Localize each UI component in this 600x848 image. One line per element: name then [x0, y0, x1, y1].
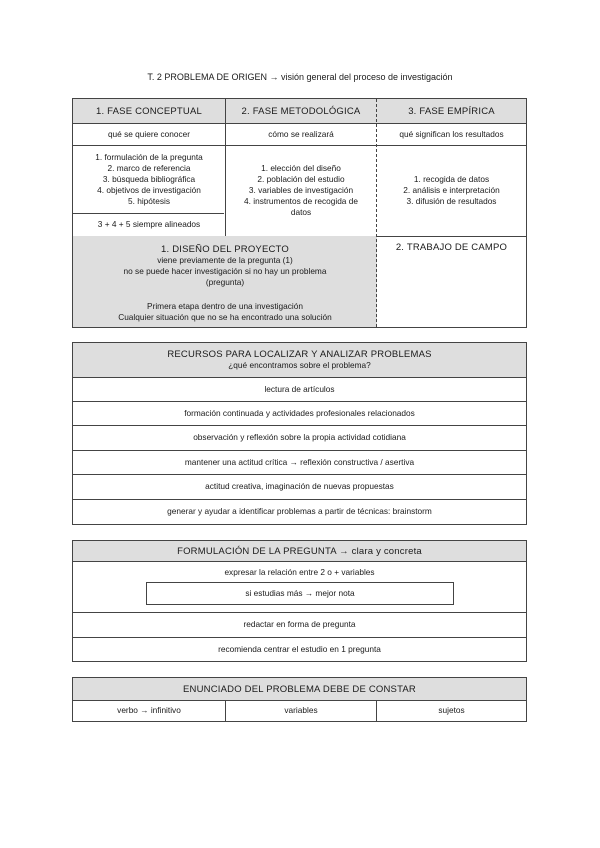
statement-column: variables — [284, 705, 318, 715]
formulation-item: redactar en forma de pregunta — [243, 619, 356, 629]
statement-column: sujetos — [438, 705, 465, 715]
methodological-items — [225, 145, 377, 236]
formulation-relation: expresar la relación entre 2 o + variables — [224, 567, 375, 577]
resource-item: formación continuada y actividades profesionales relacionados — [184, 407, 415, 418]
statement-title: ENUNCIADO DEL PROBLEMA DEBE DE CONSTAR — [73, 678, 526, 700]
empirical-items — [377, 145, 526, 236]
resources-header — [73, 343, 526, 377]
methodological-item: 1. elección del diseño — [261, 163, 341, 173]
methodological-item: 2. población del estudio — [257, 174, 345, 184]
formulation-example: si estudias más → mejor nota — [146, 582, 454, 605]
resource-item: actitud creativa, imaginación de nuevas propuestas — [205, 481, 394, 491]
fieldwork — [377, 236, 526, 327]
empirical-item: 2. análisis e interpretación — [403, 185, 500, 195]
methodological-item: 4. instrumentos de recogida de datos — [244, 196, 358, 217]
conceptual-item: 3. búsqueda bibliográfica — [102, 173, 196, 184]
phases-table — [72, 98, 527, 328]
design-line: viene previamente de la pregunta (1) — [157, 255, 293, 265]
statement-column: verbo → infinitivo — [117, 705, 181, 715]
resources-subtitle: ¿qué encontramos sobre el problema? — [228, 360, 371, 370]
resource-item: mantener una actitud crítica → reflexión constructiva / asertiva — [184, 456, 415, 467]
design-title: 1. DISEÑO DEL PROYECTO — [161, 244, 289, 255]
conceptual-note: 3 + 4 + 5 siempre alineados — [97, 219, 201, 229]
conceptual-item: 4. objetivos de investigación — [97, 184, 201, 195]
page-title: T. 2 PROBLEMA DE ORIGEN → visión general del proceso de investigación — [147, 72, 453, 82]
header-methodological: 2. FASE METODOLÓGICA — [225, 99, 377, 123]
project-design — [73, 236, 377, 296]
fieldwork-title: 2. TRABAJO DE CAMPO — [395, 242, 508, 253]
resources-title: RECURSOS PARA LOCALIZAR Y ANALIZAR PROBLEMAS — [167, 349, 432, 360]
resources-table — [72, 342, 527, 525]
conceptual-items — [73, 145, 225, 213]
resource-item: observación y reflexión sobre la propia actividad cotidiana — [193, 432, 406, 442]
resource-item: generar y ayudar a identificar problemas a partir de técnicas: brainstorm — [167, 506, 432, 516]
conceptual-item: 1. formulación de la pregunta — [95, 151, 203, 162]
first-stage-line: Primera etapa dentro de una investigación — [147, 300, 303, 311]
subheader-methodological: cómo se realizará — [268, 128, 334, 139]
header-conceptual: 1. FASE CONCEPTUAL — [73, 99, 225, 123]
statement-table — [72, 677, 527, 722]
subheader-empirical: qué significan los resultados — [399, 128, 504, 139]
formulation-item: recomienda centrar el estudio en 1 pregunta — [218, 643, 381, 654]
conceptual-item: 5. hipótesis — [128, 195, 170, 206]
formulation-table — [72, 540, 527, 662]
design-line: no se puede hacer investigación si no hay un problema (pregunta) — [123, 266, 327, 287]
resource-item: lectura de artículos — [264, 383, 335, 394]
first-stage-line: Cualquier situación que no se ha encontrado una solución — [118, 311, 332, 322]
formulation-title: FORMULACIÓN DE LA PREGUNTA → clara y concreta — [73, 541, 526, 561]
methodological-item: 3. variables de investigación — [248, 185, 354, 195]
conceptual-item: 2. marco de referencia — [107, 162, 191, 173]
first-stage — [73, 296, 377, 327]
empirical-item: 3. difusión de resultados — [406, 196, 497, 206]
header-empirical: 3. FASE EMPÍRICA — [377, 99, 526, 123]
empirical-item: 1. recogida de datos — [413, 174, 490, 184]
subheader-conceptual: qué se quiere conocer — [107, 128, 191, 139]
